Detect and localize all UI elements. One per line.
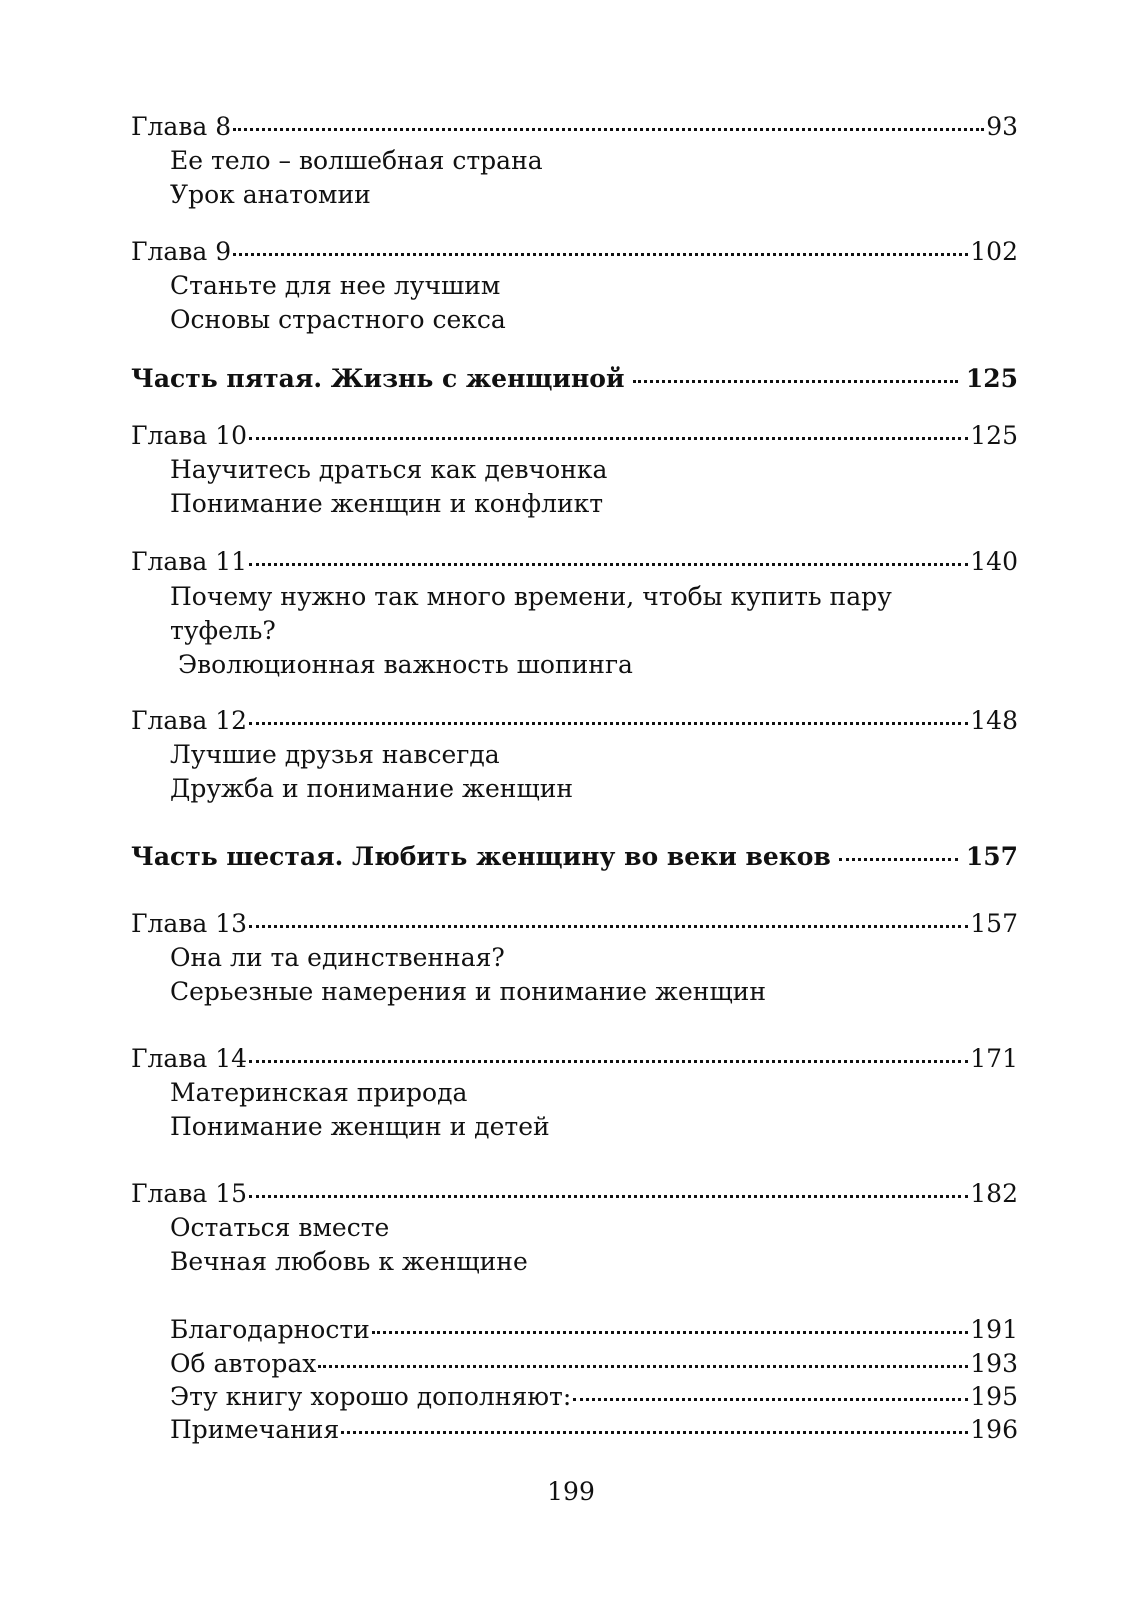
toc-entry-chapter-8 <box>131 110 1018 144</box>
toc-entry-recommended <box>170 1380 1018 1414</box>
chapter-subtitle: Основы страстного секса <box>170 305 506 334</box>
entry-title: Об авторах <box>170 1349 317 1378</box>
dot-leader <box>372 1331 968 1334</box>
toc-entry-part-5 <box>131 362 1018 396</box>
chapter-subtitle: Понимание женщин и детей <box>170 1112 550 1141</box>
chapter-subtitle: Серьезные намерения и понимание женщин <box>170 977 767 1006</box>
chapter-subtitle: Материнская природа <box>170 1078 468 1107</box>
toc-entry-chapter-14 <box>131 1042 1018 1076</box>
entry-title: Глава 8 <box>131 112 232 141</box>
toc-entry-chapter-9 <box>131 235 1018 269</box>
dot-leader <box>249 925 968 928</box>
chapter-subtitle: Остаться вместе <box>170 1213 390 1242</box>
toc-entry-notes <box>170 1413 1018 1447</box>
toc-entry-chapter-12 <box>131 704 1018 738</box>
entry-title: Глава 13 <box>131 909 248 938</box>
dot-leader <box>249 1195 968 1198</box>
chapter-subtitle: Она ли та единственная? <box>170 943 505 972</box>
dot-leader <box>249 437 968 440</box>
entry-page: 157 <box>965 842 1018 871</box>
entry-title: Примечания <box>170 1415 340 1444</box>
dot-leader <box>341 1431 968 1434</box>
dot-leader <box>633 380 958 383</box>
entry-title: Часть шестая. Любить женщину во веки веков <box>131 842 831 871</box>
entry-page: 148 <box>970 706 1018 735</box>
entry-page: 125 <box>970 421 1018 450</box>
toc-entry-chapter-11 <box>131 545 1018 579</box>
dot-leader <box>233 253 968 256</box>
dot-leader <box>249 1060 968 1063</box>
entry-page: 125 <box>965 364 1018 393</box>
entry-page: 93 <box>986 112 1018 141</box>
toc-entry-chapter-13 <box>131 907 1018 941</box>
entry-title: Эту книгу хорошо дополняют: <box>170 1382 572 1411</box>
chapter-subtitle: Научитесь драться как девчонка <box>170 455 608 484</box>
entry-page: 182 <box>970 1179 1018 1208</box>
chapter-subtitle: Ее тело – волшебная страна <box>170 146 543 175</box>
dot-leader <box>233 128 984 131</box>
toc-entry-chapter-15 <box>131 1177 1018 1211</box>
chapter-subtitle: Станьте для нее лучшим <box>170 271 501 300</box>
chapter-subtitle: Лучшие друзья навсегда <box>170 740 500 769</box>
toc-entry-chapter-10 <box>131 419 1018 453</box>
dot-leader <box>839 858 958 861</box>
entry-title: Глава 12 <box>131 706 248 735</box>
dot-leader <box>318 1365 968 1368</box>
chapter-subtitle: Понимание женщин и конфликт <box>170 489 604 518</box>
entry-title: Часть пятая. Жизнь с женщиной <box>131 364 625 393</box>
entry-title: Глава 11 <box>131 547 248 576</box>
entry-title: Благодарности <box>170 1315 370 1344</box>
chapter-subtitle: Почему нужно так много времени, чтобы купить пару <box>170 582 892 611</box>
entry-page: 102 <box>970 237 1018 266</box>
chapter-subtitle: Урок анатомии <box>170 180 371 209</box>
dot-leader <box>573 1398 968 1401</box>
entry-title: Глава 15 <box>131 1179 248 1208</box>
toc-entry-about-authors <box>170 1347 1018 1381</box>
toc-entry-part-6 <box>131 840 1018 874</box>
toc-entry-acknowledgements <box>170 1313 1018 1347</box>
entry-page: 157 <box>970 909 1018 938</box>
entry-title: Глава 10 <box>131 421 248 450</box>
chapter-subtitle: Вечная любовь к женщине <box>170 1247 528 1276</box>
entry-page: 196 <box>970 1415 1018 1444</box>
entry-page: 191 <box>970 1315 1018 1344</box>
entry-page: 140 <box>970 547 1018 576</box>
chapter-subtitle-continued: туфель? <box>170 616 276 645</box>
entry-page: 195 <box>970 1382 1018 1411</box>
entry-title: Глава 14 <box>131 1044 248 1073</box>
chapter-subtitle: Эволюционная важность шопинга <box>170 650 633 679</box>
chapter-subtitle: Дружба и понимание женщин <box>170 774 574 803</box>
page-number: 199 <box>547 1477 595 1506</box>
entry-page: 171 <box>970 1044 1018 1073</box>
entry-page: 193 <box>970 1349 1018 1378</box>
entry-title: Глава 9 <box>131 237 232 266</box>
dot-leader <box>249 563 968 566</box>
dot-leader <box>249 722 968 725</box>
